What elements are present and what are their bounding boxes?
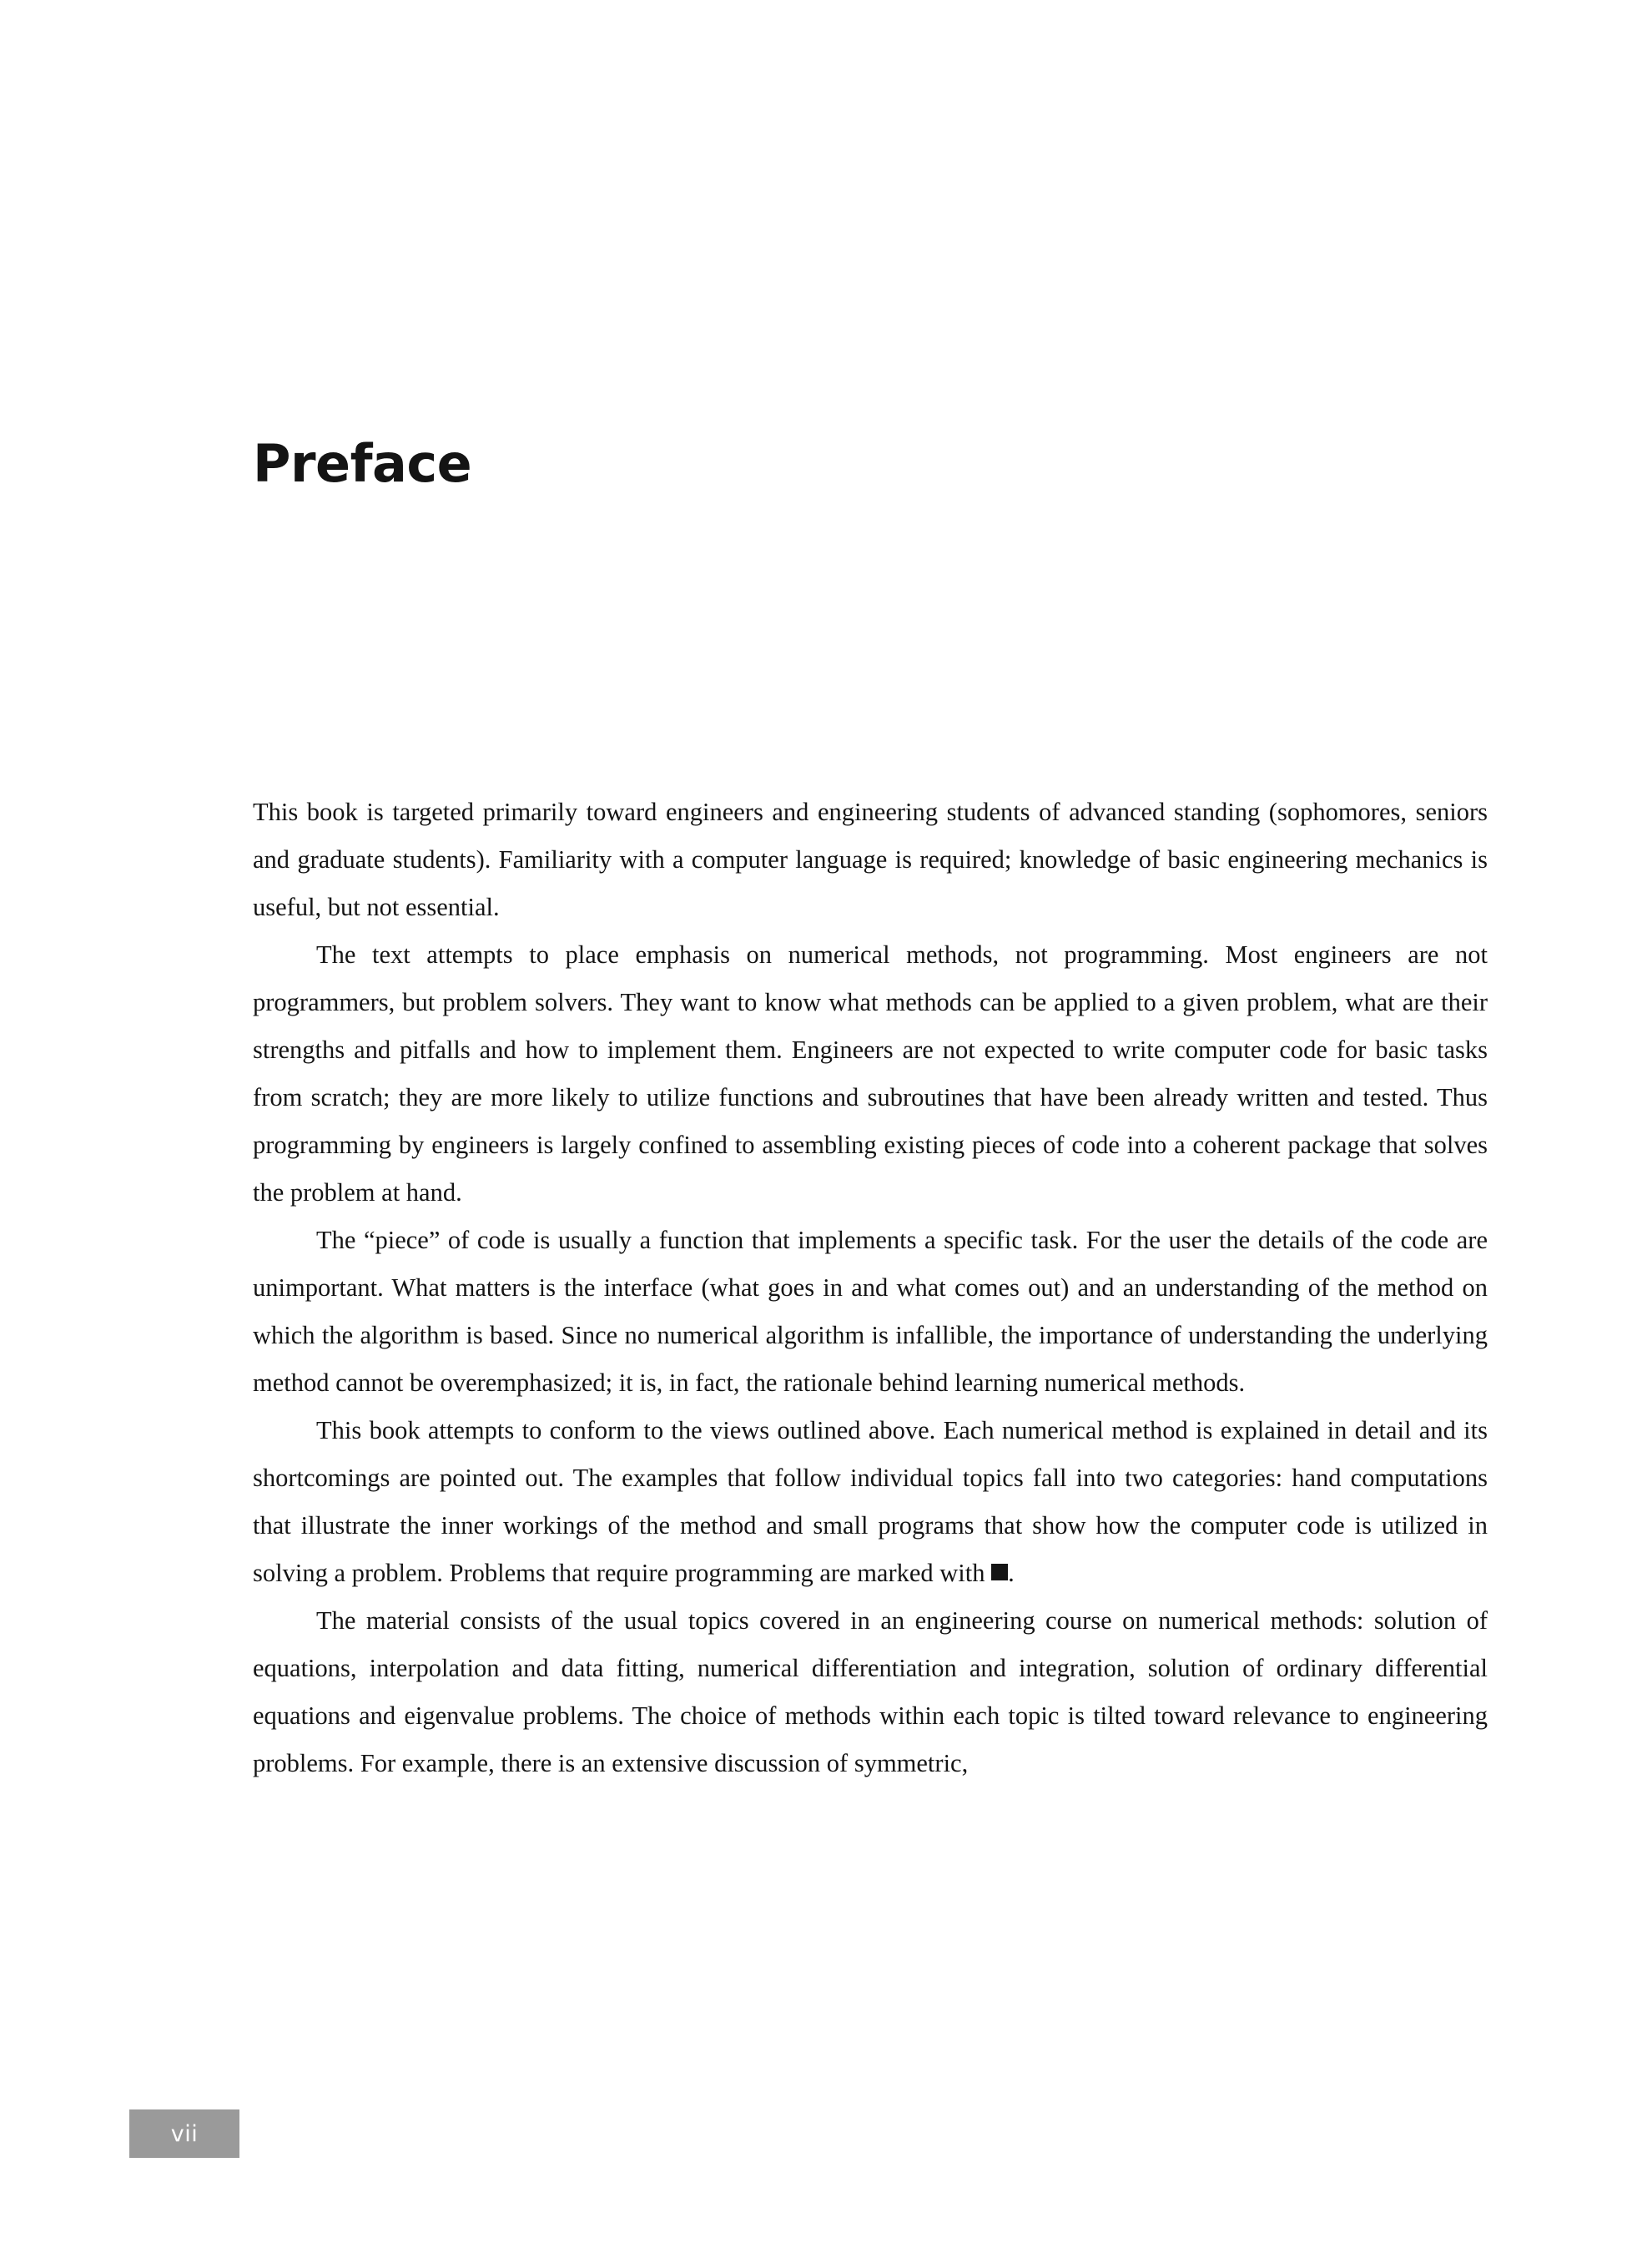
page-title: Preface (253, 432, 472, 494)
paragraph: The text attempts to place emphasis on numerical methods, not programming. Most engineers are not programmers, but problem solvers. They want to know what methods can be applied to a given problem, what are their strengths and pitfalls and how to implement them. Engineers are not expected to write computer code for basic tasks from scratch; they are more likely to utilize functions and subroutines that have been already written and tested. Thus programming by engineers is largely confined to assembling existing pieces of code into a coherent package that solves the problem at hand. (253, 940, 1488, 1207)
paragraph: The “piece” of code is usually a function that implements a specific task. For the user the details of the code are unimportant. What matters is the interface (what goes in and what comes out) and an understanding of the method on which the algorithm is based. Since no numerical algorithm is infallible, the importance of understanding the underlying method cannot be overemphasized; it is, in fact, the rationale behind learning numerical methods. (253, 1226, 1488, 1397)
paragraph: The material consists of the usual topics covered in an engineering course on numerical methods: solution of equations, interpolation and data fitting, numerical differentiation and integration, solution of ordinary differential equations and eigenvalue problems. The choice of methods within each topic is tilted toward relevance to engineering problems. For example, there is an extensive discussion of symmetric, (253, 1606, 1488, 1777)
body-text (253, 789, 1488, 1787)
paragraph-text-prefix: This book attempts to conform to the views outlined above. Each numerical method is explained in detail and its shortcomings are pointed out. The examples that follow individual topics fall into two categories: hand computations that illustrate the inner workings of the method and small programs that show how the computer code is utilized in solving a problem. Problems that require programming are marked with (253, 1416, 1488, 1587)
filled-square-icon (991, 1564, 1008, 1580)
page-number: vii (170, 2120, 199, 2147)
paragraph-text-suffix: . (1008, 1559, 1015, 1587)
paragraph: This book is targeted primarily toward engineers and engineering students of advanced standing (sophomores, seniors and graduate students). Familiarity with a computer language is required; knowledge of basic engineering mechanics is useful, but not essential. (253, 798, 1488, 921)
paragraph-with-marker (253, 1407, 1488, 1597)
